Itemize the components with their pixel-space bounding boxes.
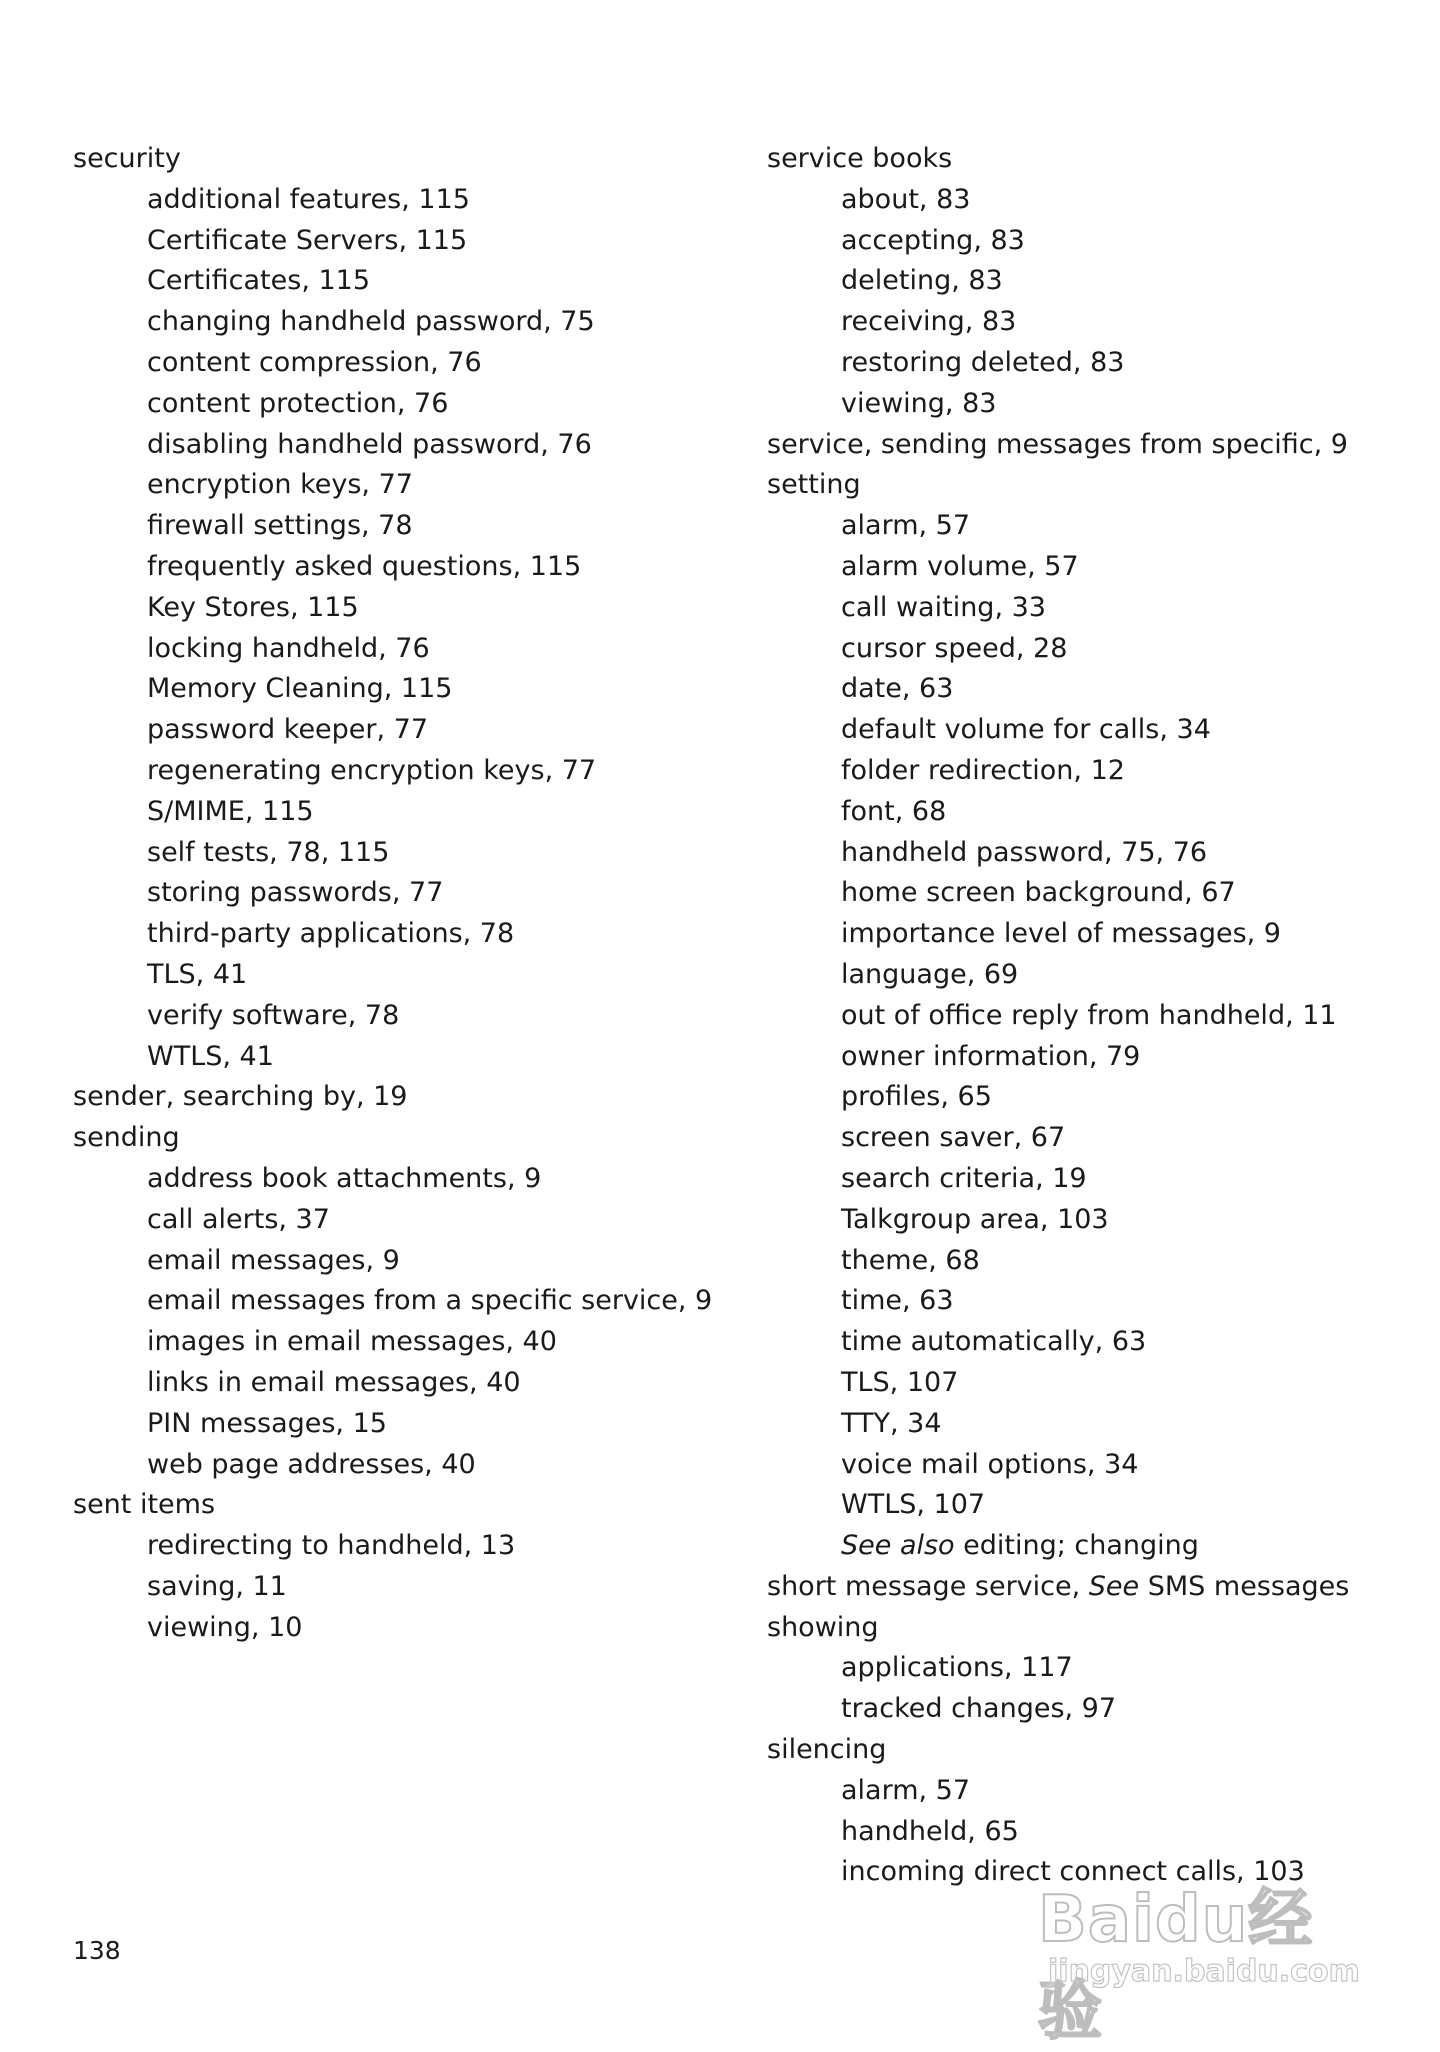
index-subentry: tracked changes, 97 — [841, 1693, 1117, 1725]
index-entry-part: SMS messages — [1139, 1570, 1350, 1602]
index-subentry: Talkgroup area, 103 — [841, 1203, 1109, 1235]
index-subentry: alarm, 57 — [841, 510, 971, 542]
index-subentry: font, 68 — [841, 795, 947, 827]
index-subentry: Memory Cleaning, 115 — [147, 673, 453, 705]
index-subentry: importance level of messages, 9 — [841, 918, 1281, 950]
index-subentry: email messages from a specific service, 9 — [147, 1285, 713, 1317]
index-subentry: call alerts, 37 — [147, 1203, 330, 1235]
index-subentry: home screen background, 67 — [841, 877, 1236, 909]
index-subentry: links in email messages, 40 — [147, 1366, 521, 1398]
index-subentry: about, 83 — [841, 183, 971, 215]
index-subentry: handheld password, 75, 76 — [841, 836, 1208, 868]
baidu-watermark — [1038, 1868, 1378, 2049]
index-subentry: voice mail options, 34 — [841, 1448, 1139, 1480]
index-subentry: receiving, 83 — [841, 306, 1017, 338]
index-subentry: alarm, 57 — [841, 1774, 971, 1806]
index-entry-part: editing; changing — [954, 1530, 1199, 1562]
index-subentry: search criteria, 19 — [841, 1162, 1087, 1194]
index-column-left — [73, 139, 733, 1648]
index-subentry: saving, 11 — [147, 1570, 287, 1602]
index-subentry: encryption keys, 77 — [147, 469, 413, 501]
page-number: 138 — [73, 1936, 121, 1965]
index-subentry: profiles, 65 — [841, 1081, 992, 1113]
index-subentry: locking handheld, 76 — [147, 632, 430, 664]
index-subentry: changing handheld password, 75 — [147, 306, 595, 338]
index-entry: security — [73, 143, 181, 174]
index-subentry — [767, 1526, 1427, 1567]
index-subentry: screen saver, 67 — [841, 1122, 1066, 1154]
index-subentry: time automatically, 63 — [841, 1326, 1147, 1358]
index-subentry: incoming direct connect calls, 103 — [841, 1856, 1305, 1888]
index-subentry: verify software, 78 — [147, 999, 400, 1031]
index-entry-part: See — [1088, 1570, 1140, 1602]
index-subentry: cursor speed, 28 — [841, 632, 1068, 664]
index-column-right — [767, 139, 1427, 1893]
index-subentry: applications, 117 — [841, 1652, 1073, 1684]
index-subentry: disabling handheld password, 76 — [147, 428, 592, 460]
index-entry-part: See also — [841, 1530, 955, 1562]
index-subentry: TLS, 41 — [147, 958, 248, 990]
index-subentry: password keeper, 77 — [147, 714, 429, 746]
index-entry: setting — [767, 469, 861, 501]
index-subentry: Key Stores, 115 — [147, 591, 359, 623]
index-subentry: alarm volume, 57 — [841, 550, 1079, 582]
index-subentry: additional features, 115 — [147, 183, 470, 215]
index-entry — [767, 1567, 1427, 1608]
index-subentry: images in email messages, 40 — [147, 1326, 557, 1358]
index-subentry: content compression, 76 — [147, 346, 482, 378]
index-subentry: WTLS, 107 — [841, 1489, 986, 1521]
index-subentry: viewing, 10 — [147, 1611, 303, 1643]
index-subentry: regenerating encryption keys, 77 — [147, 754, 597, 786]
index-subentry: default volume for calls, 34 — [841, 714, 1211, 746]
index-subentry: self tests, 78, 115 — [147, 836, 390, 868]
index-entry: showing — [767, 1611, 879, 1643]
index-subentry: TTY, 34 — [841, 1407, 942, 1439]
index-subentry: redirecting to handheld, 13 — [147, 1530, 516, 1562]
index-entry: service books — [767, 143, 953, 174]
index-subentry: S/MIME, 115 — [147, 795, 314, 827]
index-subentry: PIN messages, 15 — [147, 1407, 387, 1439]
index-subentry: viewing, 83 — [841, 387, 997, 419]
index-entry: sender, searching by, 19 — [73, 1081, 408, 1113]
index-subentry: call waiting, 33 — [841, 591, 1046, 623]
index-subentry: firewall settings, 78 — [147, 510, 413, 542]
index-entry: sent items — [73, 1489, 216, 1521]
index-entry: service, sending messages from specific, 9 — [767, 428, 1348, 460]
index-subentry: third-party applications, 78 — [147, 918, 515, 950]
index-subentry: TLS, 107 — [841, 1366, 959, 1398]
index-subentry: address book attachments, 9 — [147, 1162, 542, 1194]
index-subentry: owner information, 79 — [841, 1040, 1141, 1072]
index-subentry: folder redirection, 12 — [841, 754, 1125, 786]
index-subentry: web page addresses, 40 — [147, 1448, 476, 1480]
index-subentry: out of office reply from handheld, 11 — [841, 999, 1337, 1031]
index-subentry: language, 69 — [841, 958, 1019, 990]
index-subentry: theme, 68 — [841, 1244, 980, 1276]
index-subentry: date, 63 — [841, 673, 954, 705]
index-subentry: Certificates, 115 — [147, 265, 371, 297]
watermark-logo-text: Baidu经验 — [1038, 1883, 1314, 2049]
index-entry: silencing — [767, 1734, 887, 1766]
index-subentry: storing passwords, 77 — [147, 877, 444, 909]
index-subentry: content protection, 76 — [147, 387, 449, 419]
watermark-url: jingyan.baidu.com — [1048, 1954, 1360, 1989]
index-subentry: time, 63 — [841, 1285, 954, 1317]
index-subentry: email messages, 9 — [147, 1244, 400, 1276]
index-entry-part: short message service, — [767, 1570, 1089, 1602]
index-subentry: handheld, 65 — [841, 1815, 1019, 1847]
index-subentry: restoring deleted, 83 — [841, 346, 1125, 378]
index-entry: sending — [73, 1122, 180, 1154]
index-subentry: Certificate Servers, 115 — [147, 224, 468, 256]
index-subentry: WTLS, 41 — [147, 1040, 274, 1072]
index-subentry: accepting, 83 — [841, 224, 1025, 256]
index-subentry: frequently asked questions, 115 — [147, 550, 582, 582]
index-subentry: deleting, 83 — [841, 265, 1003, 297]
